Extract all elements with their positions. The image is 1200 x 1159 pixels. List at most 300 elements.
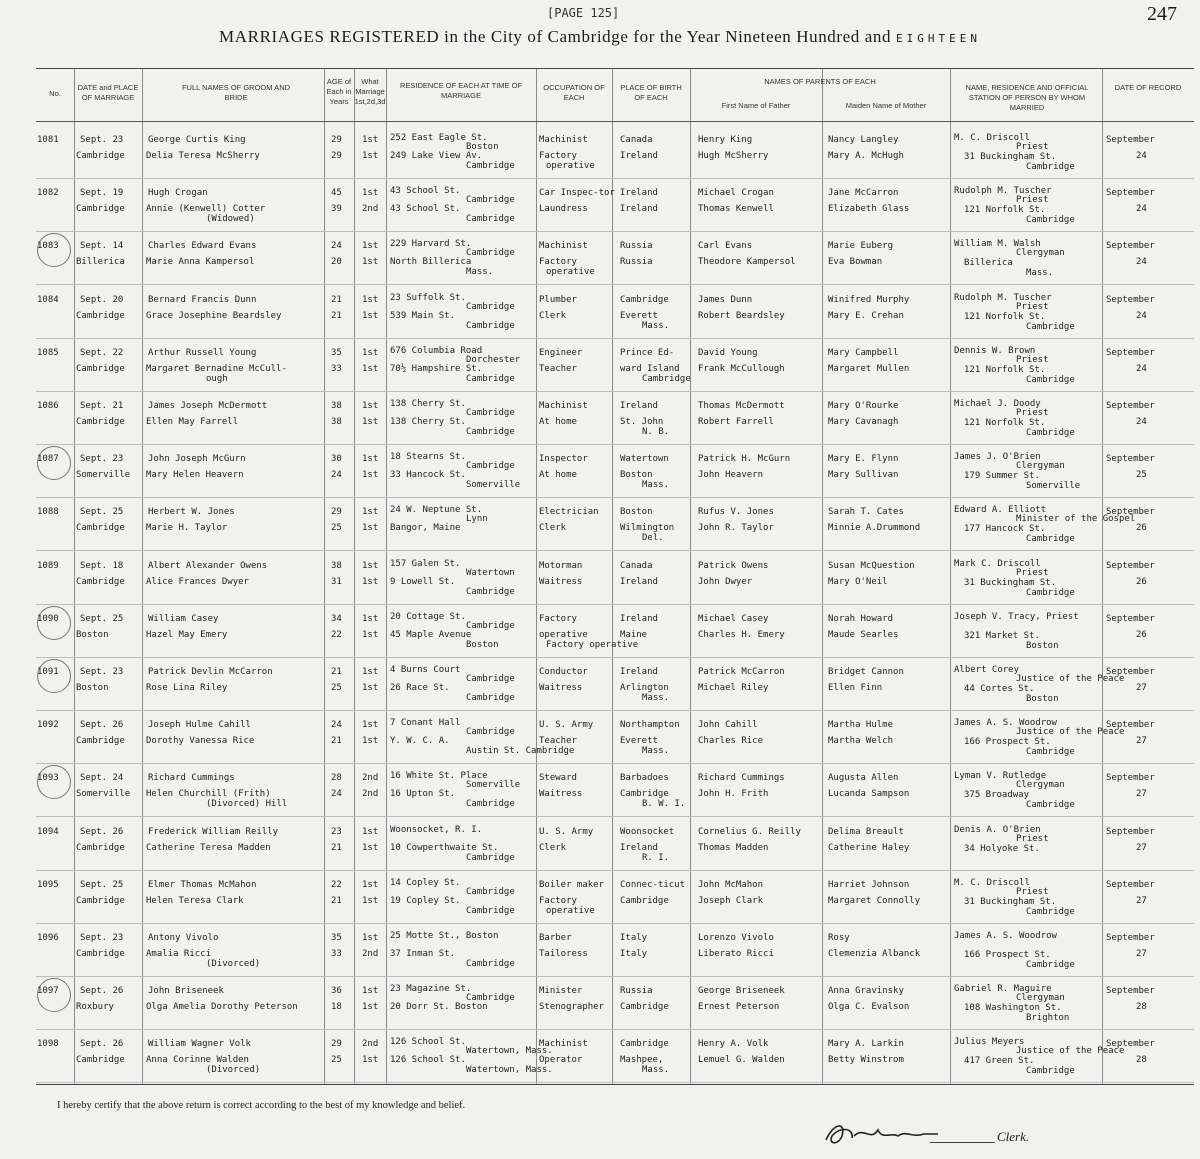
bride-mother: Mary O'Neil [828,576,888,587]
bride-name: Alice Frances Dwyer [146,576,249,587]
groom-mother: Rosy [828,933,850,943]
entry-number: 1081 [37,135,59,145]
entry-note: ough [206,373,228,384]
page-stamp: [PAGE 125] [547,6,620,20]
groom-birthplace: Boston [620,507,653,518]
table-row [36,1029,1194,1083]
groom-mother: Augusta Allen [828,773,899,784]
record-month: September [1106,879,1155,890]
groom-occupation: Boiler maker [539,879,605,890]
officiant-title: Priest [1016,833,1049,844]
officiant-city: Cambridge [1026,215,1075,226]
bride-marriage-number: 1st [362,736,379,747]
groom-residence-city: Watertown [466,567,515,578]
bride-age: 39 [331,204,342,215]
groom-residence: Woonsocket, R. I. [390,824,483,835]
groom-marriage-number: 1st [362,826,379,837]
bride-marriage-number: 2nd [362,789,379,800]
marriage-place: Boston [76,683,109,693]
record-day: 27 [1136,736,1147,747]
groom-residence: 24 W. Neptune St. [390,505,483,516]
table-row [36,657,1194,711]
birthplace-cont: Mass. [642,746,670,757]
officiant-title: Priest [1016,301,1049,312]
bride-occupation: operative [539,629,588,640]
entry-number: 1094 [37,826,59,837]
marriage-date: Sept. 25 [80,507,124,518]
groom-father: George Briseneek [698,986,785,997]
groom-father: Patrick Owens [698,560,769,571]
groom-age: 36 [331,986,342,997]
bride-occupation: Waitress [539,683,583,693]
officiant-title: Clergyman [1016,780,1065,791]
marriage-place: Roxbury [76,1002,114,1013]
groom-marriage-number: 1st [362,507,379,518]
bride-birthplace: Ireland [620,576,658,587]
officiant-name: Mark C. Driscoll [954,558,1041,569]
header-mother: Maiden Name of Mother [845,101,927,110]
page-title [60,27,1140,47]
bride-mother: Elizabeth Glass [828,204,910,215]
signature-line [930,1142,995,1143]
bride-marriage-number: 1st [362,683,379,693]
groom-father: David Young [698,347,758,358]
entry-number: 1096 [37,933,59,943]
officiant-title: Clergyman [1016,993,1065,1004]
record-month: September [1106,720,1155,731]
bride-residence: 26 Race St. [390,683,450,693]
bride-residence-city: Somerville [466,480,521,491]
bride-residence-city: Cambridge [466,852,515,863]
groom-occupation: Machinist [539,1039,588,1050]
birthplace-cont: Mass. [642,320,670,331]
bride-occupation: Waitress [539,789,583,800]
bride-birthplace: Arlington [620,683,669,693]
groom-birthplace: Ireland [620,667,658,677]
groom-mother: Mary A. Larkin [828,1039,904,1050]
groom-name: Bernard Francis Dunn [148,294,257,305]
officiant-name: James A. S. Woodrow [954,931,1057,941]
bride-residence-city: Cambridge [466,161,515,171]
groom-mother: Susan McQuestion [828,560,915,571]
bride-age: 25 [331,523,342,534]
bride-birthplace: Boston [620,470,653,481]
groom-father: Thomas McDermott [698,401,785,411]
bride-residence: 33 Hancock St. [390,470,466,481]
record-day: 24 [1136,363,1147,374]
bride-residence-city: Watertown, Mass. [466,1065,553,1076]
entry-number: 1089 [37,560,59,571]
groom-father: Henry A. Volk [698,1039,769,1050]
groom-residence: 23 Magazine St. [390,984,472,995]
groom-occupation: Machinist [539,135,588,145]
bride-occupation-cont: operative [546,161,595,171]
groom-marriage-number: 1st [362,347,379,358]
officiant-address: 179 Summer St. [964,471,1040,482]
marriage-place: Cambridge [76,842,125,853]
bride-name: Margaret Bernadine McCull- [146,363,287,374]
bride-father: Charles H. Emery [698,629,785,640]
groom-name: Arthur Russell Young [148,347,257,358]
groom-mother: Mary Campbell [828,347,899,358]
groom-age: 34 [331,613,342,624]
groom-mother: Delima Breault [828,826,904,837]
groom-father: Lorenzo Vivolo [698,933,774,943]
marriage-date: Sept. 23 [80,933,124,943]
groom-father: Henry King [698,135,753,145]
groom-name: Elmer Thomas McMahon [148,879,257,890]
groom-age: 21 [331,667,342,677]
entry-number: 1083 [37,241,59,252]
bride-name: Olga Amelia Dorothy Peterson [146,1002,298,1013]
officiant-address: 34 Holyoke St. [964,843,1040,854]
header-no: No. [49,89,61,98]
bride-marriage-number: 1st [362,470,379,481]
groom-residence: 7 Conant Hall [390,718,461,729]
groom-residence-city: Cambridge [466,195,515,206]
officiant-title: Clergyman [1016,248,1065,259]
record-month: September [1106,507,1155,518]
bride-mother: Betty Winstrom [828,1055,904,1066]
bride-residence: 43 School St. [390,204,461,215]
bride-age: 21 [331,310,342,321]
groom-marriage-number: 1st [362,986,379,997]
entry-number: 1085 [37,347,59,358]
bride-occupation: Clerk [539,310,567,321]
marriage-place: Billerica [76,257,125,268]
birthplace-cont: Mass. [642,1065,670,1076]
header-birthplace: PLACE OF BIRTH OF EACH [620,83,682,102]
officiant-name: Rudolph M. Tuscher [954,186,1052,197]
officiant-city: Cambridge [1026,162,1075,172]
groom-name: Richard Cummings [148,773,235,784]
bride-age: 21 [331,842,342,853]
groom-age: 45 [331,188,342,199]
bride-marriage-number: 1st [362,1002,379,1013]
bride-occupation: Stenographer [539,1002,605,1013]
entry-number: 1086 [37,401,59,411]
groom-residence: 157 Galen St. [390,558,461,569]
bride-occupation: Clerk [539,842,567,853]
groom-mother: Norah Howard [828,613,894,624]
groom-father: Michael Casey [698,613,769,624]
bride-age: 21 [331,895,342,906]
bride-occupation-cont: Factory operative [546,639,639,650]
groom-occupation: Machinist [539,241,588,252]
header-age: AGE of Each in Years [326,77,352,106]
bride-residence-city: Mass. [466,267,494,278]
record-month: September [1106,773,1155,784]
bride-mother: Catherine Haley [828,842,910,853]
bride-father: John Dwyer [698,576,753,587]
birthplace-cont: B. W. I. [642,799,686,810]
marriage-date: Sept. 24 [80,773,124,784]
groom-birthplace: Northampton [620,720,680,731]
record-day: 28 [1136,1002,1147,1013]
bride-name: Rose Lina Riley [146,683,228,693]
register-sheet [36,68,1194,1085]
bride-birthplace: St. John [620,417,664,427]
bride-birthplace: Cambridge [620,1002,669,1013]
officiant-address: 31 Buckingham St. [964,577,1057,588]
officiant-address: 321 Market St. [964,630,1040,641]
officiant-city: Cambridge [1026,906,1075,917]
groom-birthplace: Barbadoes [620,773,669,784]
officiant-title: Priest [1016,142,1049,152]
officiant-address: 375 Broadway [964,790,1030,801]
officiant-city: Boston [1026,694,1059,704]
marriage-place: Somerville [76,789,131,800]
bride-mother: Clemenzia Albanck [828,949,921,959]
officiant-city: Cambridge [1026,428,1075,438]
officiant-name: William M. Walsh [954,239,1041,250]
bride-mother: Mary Sullivan [828,470,899,481]
table-row [36,231,1194,285]
groom-residence-city: Cambridge [466,620,515,631]
groom-birthplace: Ireland [620,401,658,411]
bride-residence-city: Cambridge [466,586,515,597]
bride-age: 25 [331,683,342,693]
bride-age: 33 [331,363,342,374]
officiant-title: Priest [1016,195,1049,206]
officiant-address: Billerica [964,258,1013,269]
bride-occupation: Laundress [539,204,588,215]
entry-number: 1087 [37,454,59,465]
certification-text: I hereby certify that the above return is correct according to the best of my knowledge and belief. [57,1100,466,1111]
marriage-place: Cambridge [76,151,125,161]
record-day: 26 [1136,523,1147,534]
marriage-place: Cambridge [76,736,125,747]
header-occupation: OCCUPATION OF EACH [543,83,605,102]
officiant-address: 166 Prospect St. [964,737,1051,748]
groom-age: 38 [331,560,342,571]
officiant-title: Justice of the Peace [1016,674,1125,684]
groom-father: Rufus V. Jones [698,507,774,518]
bride-age: 31 [331,576,342,587]
groom-name: Frederick William Reilly [148,826,279,837]
groom-birthplace: Cambridge [620,1039,669,1050]
groom-mother: Mary O'Rourke [828,401,899,411]
groom-birthplace: Ireland [620,188,658,199]
bride-marriage-number: 2nd [362,204,379,215]
bride-residence-city: Cambridge [466,320,515,331]
bride-father: Thomas Kenwell [698,204,774,215]
groom-occupation: Car Inspec-tor [539,188,615,199]
groom-age: 35 [331,347,342,358]
header-officiant: NAME, RESIDENCE AND OFFICIAL STATION OF PERSON BY WHOM MARRIED [965,83,1089,112]
officiant-title: Priest [1016,567,1049,578]
groom-name: James Joseph McDermott [148,401,268,411]
bride-age: 20 [331,257,342,268]
bride-occupation: At home [539,470,577,481]
bride-marriage-number: 1st [362,629,379,640]
bride-mother: Eva Bowman [828,257,883,268]
bride-birthplace: Cambridge [620,789,669,800]
record-day: 28 [1136,1055,1147,1066]
record-day: 27 [1136,683,1147,693]
header-names: FULL NAMES OF GROOM AND BRIDE [181,83,291,102]
groom-age: 35 [331,933,342,943]
bride-name: Delia Teresa McSherry [146,151,260,161]
entry-note: (Divorced) [206,959,261,969]
entry-note: (Widowed) [206,214,255,225]
officiant-name: Edward A. Elliott [954,505,1047,516]
bride-mother: Margaret Mullen [828,363,910,374]
header-father: First Name of Father [721,101,791,110]
bride-father: Liberato Ricci [698,949,774,959]
table-row [36,923,1194,977]
officiant-city: Cambridge [1026,534,1075,545]
groom-birthplace: Watertown [620,454,669,465]
groom-marriage-number: 1st [362,294,379,305]
bride-father: Robert Beardsley [698,310,785,321]
officiant-address: 44 Cortes St. [964,684,1035,694]
groom-name: William Casey [148,613,219,624]
groom-mother: Marie Euberg [828,241,894,252]
marriage-place: Somerville [76,470,131,481]
bride-occupation: Teacher [539,363,577,374]
record-month: September [1106,613,1155,624]
record-day: 27 [1136,842,1147,853]
bride-marriage-number: 1st [362,895,379,906]
table-row [36,391,1194,445]
bride-birthplace: Wilmington [620,523,675,534]
officiant-name: Lyman V. Rutledge [954,771,1047,782]
record-month: September [1106,135,1155,145]
groom-residence: 126 School St. [390,1037,466,1048]
bride-father: John Heavern [698,470,764,481]
entry-number: 1093 [37,773,59,784]
officiant-address: 108 Washington St. [964,1003,1062,1014]
groom-age: 30 [331,454,342,465]
bride-occupation: Factory [539,895,577,906]
groom-residence: 43 School St. [390,186,461,197]
entry-note: (Divorced) Hill [206,799,288,810]
groom-father: Richard Cummings [698,773,785,784]
groom-residence: 14 Copley St. [390,877,461,888]
groom-name: George Curtis King [148,135,246,145]
groom-name: Patrick Devlin McCarron [148,667,273,677]
record-day: 26 [1136,576,1147,587]
bride-father: Joseph Clark [698,895,764,906]
groom-residence-city: Cambridge [466,461,515,472]
bride-residence-city: Austin St. Cambridge [466,746,575,757]
marriage-date: Sept. 25 [80,879,124,890]
bride-marriage-number: 1st [362,363,379,374]
table-row [36,976,1194,1030]
groom-father: Patrick McCarron [698,667,785,677]
groom-marriage-number: 1st [362,135,379,145]
table-row [36,444,1194,498]
bride-father: Ernest Peterson [698,1002,780,1013]
groom-birthplace: Canada [620,135,653,145]
groom-residence: 138 Cherry St. [390,399,466,409]
table-row [36,551,1194,605]
table-row [36,604,1194,658]
groom-name: Joseph Hulme Cahill [148,720,251,731]
bride-name: Helen Churchill (Frith) [146,789,271,800]
bride-residence-city: Boston [466,639,499,650]
bride-name: Ellen May Farrell [146,417,239,427]
bride-occupation: At home [539,417,577,427]
groom-occupation: Conductor [539,667,588,677]
bride-residence: 19 Copley St. [390,895,461,906]
bride-mother: Mary Cavanagh [828,417,899,427]
groom-mother: Sarah T. Cates [828,507,904,518]
groom-father: John Cahill [698,720,758,731]
record-day: 26 [1136,629,1147,640]
birthplace-cont: R. I. [642,852,670,863]
bride-residence: Y. W. C. A. [390,736,450,747]
bride-residence-city: Cambridge [466,693,515,703]
table-row [36,125,1194,179]
groom-father: James Dunn [698,294,753,305]
bride-residence: 249 Lake View Av. [390,151,483,161]
bride-mother: Maude Searles [828,629,899,640]
groom-residence: 23 Suffolk St. [390,292,466,303]
header-residence: RESIDENCE OF EACH AT TIME OF MARRIAGE [399,81,523,100]
bride-age: 24 [331,789,342,800]
groom-marriage-number: 1st [362,241,379,252]
record-month: September [1106,188,1155,199]
officiant-city: Cambridge [1026,374,1075,385]
groom-occupation: Barber [539,933,572,943]
bride-father: Hugh McSherry [698,151,769,161]
bride-marriage-number: 1st [362,257,379,268]
bride-residence: 16 Upton St. [390,789,456,800]
bride-mother: Olga C. Evalson [828,1002,910,1013]
bride-birthplace: Ireland [620,842,658,853]
groom-birthplace: Cambridge [620,294,669,305]
officiant-address: 177 Hancock St. [964,524,1046,535]
groom-residence-city: Cambridge [466,248,515,259]
groom-father: John McMahon [698,879,764,890]
groom-residence: 16 White St. Place [390,771,488,782]
bride-marriage-number: 1st [362,1055,379,1066]
marriage-place: Cambridge [76,523,125,534]
record-month: September [1106,454,1155,465]
bride-residence-city: Cambridge [466,799,515,810]
officiant-city: Somerville [1026,481,1081,492]
bride-residence: 539 Main St. [390,310,456,321]
officiant-title: Minister of the Gospel [1016,514,1136,525]
marriage-place: Cambridge [76,204,125,215]
table-row [36,817,1194,871]
groom-residence: 676 Columbia Road [390,345,483,356]
marriage-date: Sept. 14 [80,241,124,252]
record-month: September [1106,241,1155,252]
title-main: MARRIAGES REGISTERED in the City of Cambridge for the Year Nineteen Hundred and [219,27,892,46]
bride-birthplace: ward Island [620,363,680,374]
record-month: September [1106,401,1155,411]
officiant-name: Rudolph M. Tuscher [954,292,1052,303]
groom-occupation: Plumber [539,294,577,305]
entry-number: 1088 [37,507,59,518]
officiant-city: Cambridge [1026,800,1075,811]
bride-residence: North Billerica [390,257,472,268]
header-marriage: What Marriage 1st,2d,3d [354,77,386,106]
bride-residence: 126 School St. [390,1055,466,1066]
bride-occupation: Teacher [539,736,577,747]
bride-residence: 138 Cherry St. [390,417,466,427]
record-day: 25 [1136,470,1147,481]
marriage-date: Sept. 26 [80,826,124,837]
groom-marriage-number: 1st [362,560,379,571]
marriage-date: Sept. 23 [80,667,124,677]
officiant-title: Clergyman [1016,461,1065,472]
officiant-title: Priest [1016,408,1049,418]
entry-number: 1090 [37,613,59,624]
